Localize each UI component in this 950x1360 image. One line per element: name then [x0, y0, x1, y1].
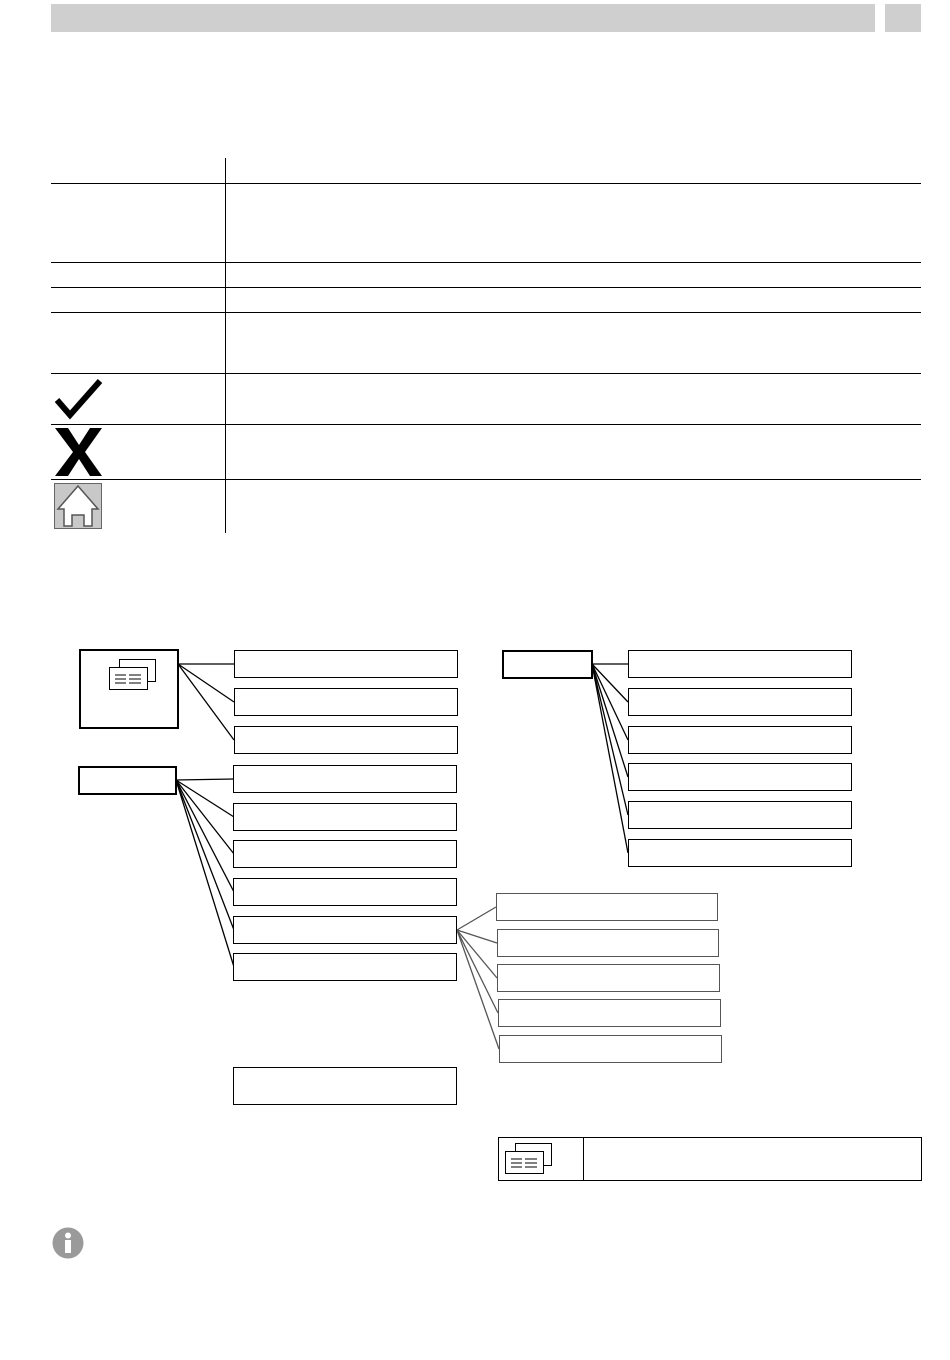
legend-divider: [225, 158, 226, 533]
legend-row-separator: [51, 312, 921, 313]
menu-root-box[interactable]: [79, 649, 179, 729]
submenu-item[interactable]: [497, 964, 720, 992]
submenu-item[interactable]: [497, 929, 719, 957]
checkmark-icon: [54, 378, 104, 420]
info-icon: [52, 1227, 84, 1259]
legend-row-separator: [51, 287, 921, 288]
left-menu-item[interactable]: [233, 840, 457, 868]
menu-cards-icon: [107, 659, 159, 702]
submenu-item[interactable]: [496, 893, 718, 921]
legend-row-separator: [51, 183, 921, 184]
legend-row-separator: [51, 479, 921, 480]
standalone-menu-item[interactable]: [233, 1067, 457, 1105]
legend-table: [51, 158, 921, 533]
left-menu-item[interactable]: [233, 803, 457, 831]
right-menu-item[interactable]: [628, 650, 852, 678]
right-menu-item[interactable]: [628, 839, 852, 867]
legend-row-separator: [51, 424, 921, 425]
left-menu-item[interactable]: [233, 878, 457, 906]
right-menu-item[interactable]: [628, 726, 852, 754]
submenu-item[interactable]: [498, 999, 721, 1027]
header-bar: [51, 4, 875, 32]
root-menu-item[interactable]: [234, 688, 458, 716]
left-menu-node[interactable]: [78, 766, 177, 795]
root-menu-item[interactable]: [234, 650, 458, 678]
submenu-item[interactable]: [499, 1035, 722, 1063]
menu-cards-icon: [503, 1142, 553, 1181]
left-menu-item[interactable]: [233, 765, 457, 793]
right-menu-item[interactable]: [628, 688, 852, 716]
left-menu-item[interactable]: [233, 916, 457, 944]
right-menu-node[interactable]: [502, 650, 593, 679]
menu-icon-legend: [498, 1137, 922, 1181]
legend-row-separator: [51, 373, 921, 374]
right-menu-item[interactable]: [628, 801, 852, 829]
page-number-box: [885, 4, 921, 32]
cross-icon: [55, 428, 103, 476]
legend-row-separator: [51, 262, 921, 263]
right-menu-item[interactable]: [628, 763, 852, 791]
home-icon: [54, 483, 102, 529]
root-menu-item[interactable]: [234, 726, 458, 754]
left-menu-item[interactable]: [233, 953, 457, 981]
info-table-divider: [583, 1138, 584, 1180]
